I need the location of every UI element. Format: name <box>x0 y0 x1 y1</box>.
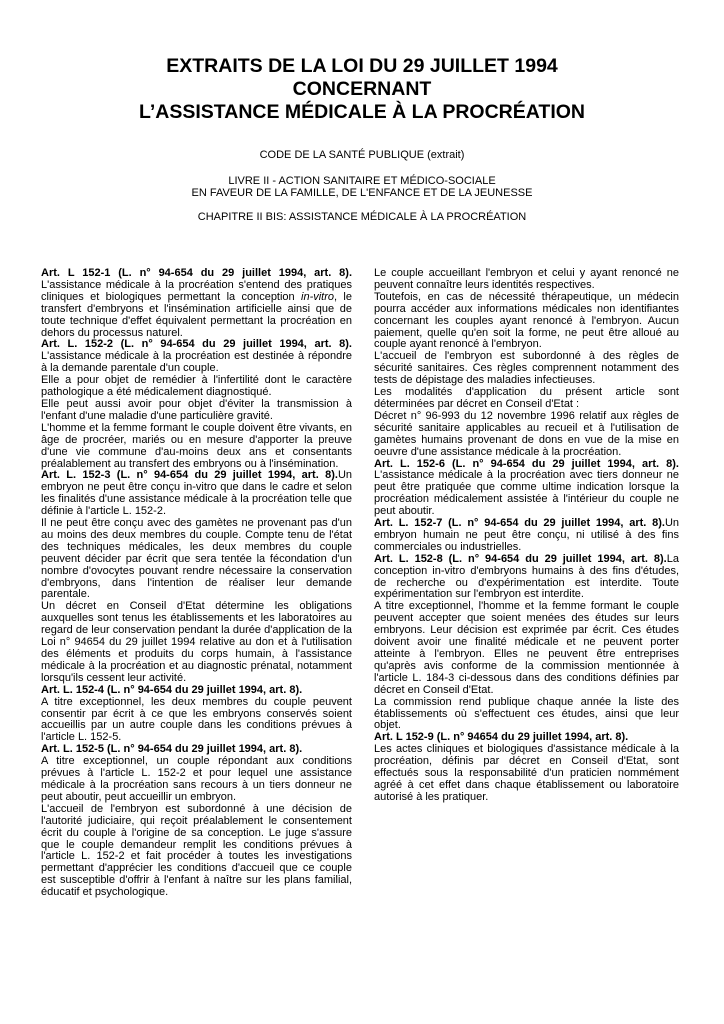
paragraph: Un décret en Conseil d'Etat détermine les obligations auxquelles sont tenus les établissements et les laboratoires au regard de leur conservation pendant la durée d'application de la Loi n° 94654 du 29 juillet 1994 relative au don et à l'utilisation des éléments et produits du corps humain, à l'assistance médicale à la procréation et au diagnostic prénatal, notamment lorsqu'ils cessent leur activité. <box>41 600 352 684</box>
paragraph: Elle peut aussi avoir pour objet d'éviter la transmission à l'enfant d'une maladie d'une particulière gravité. <box>41 397 352 422</box>
livre-heading-line-2: EN FAVEUR DE LA FAMILLE, DE L'ENFANCE ET DE LA JEUNESSE <box>191 187 533 199</box>
code-heading: CODE DE LA SANTÉ PUBLIQUE (extrait) <box>259 149 465 161</box>
paragraph: A titre exceptionnel, les deux membres du couple peuvent consentir par écrit à ce que les embryons conservés soient accueillis par un autre couple dans les conditions prévues à l'article L. 152-5. <box>41 695 352 744</box>
title-line-1: EXTRAITS DE LA LOI DU 29 JUILLET 1994 <box>166 55 558 77</box>
paragraph: L'accueil de l'embryon est subordonné à des règles de sécurité sanitaires. Ces règles comprennent notamment des tests de dépistage des maladies infectieuses. <box>374 350 679 387</box>
livre-heading-line-1: LIVRE II - ACTION SANITAIRE ET MÉDICO-SOCIALE <box>228 175 496 187</box>
paragraph: Toutefois, en cas de nécessité thérapeutique, un médecin pourra accéder aux informations médicales non identifiantes concernant les couples ayant renoncé à l'embryon. Aucun paiement, quelle qu'en soit la forme, ne peut être alloué au couple ayant renoncé à l'embryon. <box>374 290 679 351</box>
article-152-6: Art. L. 152-6 (L. n° 94-654 du 29 juillet 1994, art. 8). L'assistance médicale à la procréation avec tiers donneur ne peut être pratiquée que comme ultime indication lorsque la procréation médicalement assistée à l'intérieur du couple ne peut aboutir. <box>374 457 679 518</box>
article-152-7: Art. L. 152-7 (L. n° 94-654 du 29 juillet 1994, art. 8).Un embryon humain ne peut être conçu, ni utilisé à des fins commerciales ou industrielles. <box>374 517 679 553</box>
article-reference: Art. L. 152-8 (L. n° 94-654 du 29 juillet 1994, art. 8). <box>374 552 667 565</box>
right-column <box>374 268 679 804</box>
paragraph: A titre exceptionnel, l'homme et la femme formant le couple peuvent accepter que soient menées des études sur leurs embryons. Leur décision est exprimée par écrit. Ces études doivent avoir une finalité médicale et ne peuvent porter atteinte à l'embryon. Elles ne peuvent être entreprises qu'après avis conforme de la commission mentionnée à l'article L. 184-3 ci-dessous dans des conditions définies par décret en Conseil d'Etat. <box>374 600 679 696</box>
article-reference: Art. L. 152-7 (L. n° 94-654 du 29 juillet 1994, art. 8). <box>374 517 665 530</box>
paragraph: La commission rend publique chaque année la liste des établissements où s'effectuent ces études, ainsi que leur objet. <box>374 695 679 732</box>
document-title <box>0 55 724 124</box>
paragraph: Le couple accueillant l'embryon et celui y ayant renoncé ne peuvent connaître leurs identités respectives. <box>374 267 679 291</box>
paragraph: Décret n° 96-993 du 12 novembre 1996 relatif aux règles de sécurité sanitaire applicables au recueil et à l'utilisation de gamètes humains provenant de dons en vue de la mise en oeuvre d'une assistance médicale à la procréation. <box>374 409 679 458</box>
article-reference: Art. L. 152-3 (L. n° 94-654 du 29 juillet 1994, art. 8). <box>41 469 338 482</box>
article-152-2: Art. L. 152-2 (L. n° 94-654 du 29 juillet 1994, art. 8). L'assistance médicale à la procréation est destinée à répondre à la demande parentale d'un couple. <box>41 338 352 375</box>
article-152-1: Art. L 152-1 (L. n° 94-654 du 29 juillet 1994, art. 8). L'assistance médicale à la procréation s'entend des pratiques cliniques et biologiques permettant la conception in-vitro, le transfert d'embryons et l'insémination artificielle ainsi que de toute technique d'effet équivalent permettant la procréation en dehors du processus naturel. <box>41 267 352 339</box>
article-reference: Art. L 152-1 (L. n° 94-654 du 29 juillet 1994, art. 8). <box>41 267 352 279</box>
paragraph: L'homme et la femme formant le couple doivent être vivants, en âge de procréer, mariés ou en mesure d'apporter la preuve d'une vie commune d'au-moins deux ans et consentants préalablement au transfert des embryons ou à l'insémination. <box>41 421 352 470</box>
article-reference: Art. L. 152-2 (L. n° 94-654 du 29 juillet 1994, art. 8). <box>41 338 352 351</box>
left-column <box>41 268 352 899</box>
title-line-2: CONCERNANT <box>292 78 432 100</box>
paragraph: Il ne peut être conçu avec des gamètes ne provenant pas d'un au moins des deux membres du couple. Compte tenu de l'état des techniques médicales, les deux membres du couple peuvent décider par écrit que sera tentée la fécondation d'un nombre d'ovocytes pouvant rendre nécessaire la conservation d'embryons, dans l'intention de réaliser leur demande parentale. <box>41 517 352 601</box>
paragraph: Les actes cliniques et biologiques d'assistance médicale à la procréation, définis par décret en Conseil d'Etat, sont effectués sous la responsabilité d'un praticien nommément agréé à cet effet dans chaque établissement ou laboratoire autorisé à les pratiquer. <box>374 743 679 803</box>
paragraph: A titre exceptionnel, un couple répondant aux conditions prévues à l'article L. 152-2 et pour lequel une assistance médicale à la procréation sans recours à un tiers donneur ne peut aboutir, peut accueillir un embryon. <box>41 755 352 803</box>
chapitre-heading: CHAPITRE II BIS: ASSISTANCE MÉDICALE À LA PROCRÉATION <box>197 211 527 223</box>
paragraph: Les modalités d'application du présent article sont déterminées par décret en Conseil d'Etat : <box>374 386 679 410</box>
title-line-3: L’ASSISTANCE MÉDICALE À LA PROCRÉATION <box>139 101 585 123</box>
article-reference: Art. L 152-9 (L. n° 94654 du 29 juillet 1994, art. 8). <box>374 731 629 744</box>
article-reference: Art. L. 152-5 (L. n° 94-654 du 29 juillet 1994, art. 8). <box>41 743 303 756</box>
paragraph: L'accueil de l'embryon est subordonné à une décision de l'autorité judiciaire, qui reçoit préalablement le consentement écrit du couple à l'origine de sa conception. Le juge s'assure que le couple demandeur remplit les conditions prévues à l'article L. 152-2 et fait procéder à toutes les investigations permettant d'apprécier les conditions d'accueil que ce couple est susceptible d'offrir à l'enfant à naître sur les plans familial, éducatif et psychologique. <box>41 802 352 899</box>
article-reference: Art. L. 152-6 (L. n° 94-654 du 29 juillet 1994, art. 8). <box>374 457 679 470</box>
article-152-8: Art. L. 152-8 (L. n° 94-654 du 29 juillet 1994, art. 8).La conception in-vitro d'embryons humains à des fins d'études, de recherche ou d'expérimentation est interdite. Toute expérimentation sur l'embryon est interdite. <box>374 552 679 601</box>
paragraph: Elle a pour objet de remédier à l'infertilité dont le caractère pathologique a été médicalement diagnostiqué. <box>41 374 352 399</box>
article-152-3: Art. L. 152-3 (L. n° 94-654 du 29 juillet 1994, art. 8).Un embryon ne peut être conçu in-vitro que dans le cadre et selon les finalités d'une assistance médicale à la procréation telle que définie à l'article L. 152-2. <box>41 469 352 518</box>
article-reference: Art. L. 152-4 (L. n° 94-654 du 29 juillet 1994, art. 8). <box>41 683 303 696</box>
